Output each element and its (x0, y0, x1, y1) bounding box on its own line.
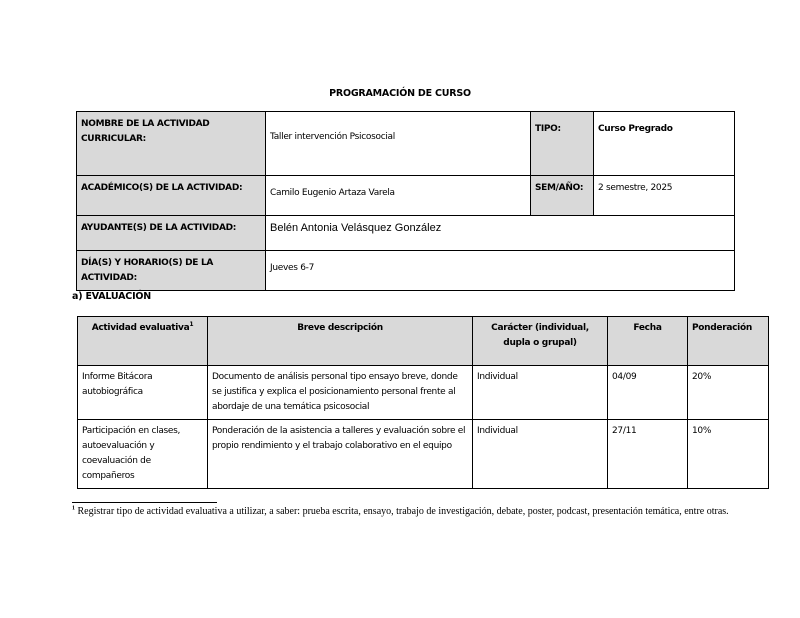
header-date: Fecha (608, 317, 688, 366)
evaluation-table (77, 316, 769, 489)
header-character: Carácter (individual, dupla o grupal) (473, 317, 608, 366)
character-cell: Individual (473, 420, 608, 489)
info-row-assistant (77, 216, 735, 251)
footnote (72, 506, 732, 519)
activity-name-label: NOMBRE DE LA ACTIVIDAD CURRICULAR: (77, 112, 266, 176)
section-heading-evaluation: a) EVALUACIÓN (72, 291, 152, 302)
evaluation-header-row (78, 317, 769, 366)
header-description: Breve descripción (208, 317, 473, 366)
header-activity-text: Actividad evaluativa (91, 323, 190, 333)
assistant-value: Belén Antonia Velásquez González (266, 216, 735, 251)
academic-value: Camilo Eugenio Artaza Varela (266, 176, 531, 216)
academic-label: ACADÉMICO(S) DE LA ACTIVIDAD: (77, 176, 266, 216)
description-cell: Documento de análisis personal tipo ensayo breve, donde se justifica y explica el posicionamiento personal frente al abordaje de una temática psicosocial (208, 366, 473, 420)
info-row-academic (77, 176, 735, 216)
semester-value: 2 semestre, 2025 (594, 176, 735, 216)
course-info-table (76, 111, 735, 291)
type-value: Curso Pregrado (594, 112, 735, 176)
footnote-text: Registrar tipo de actividad evaluativa a utilizar, a saber: prueba escrita, ensayo, trabajo de investigación, debate, poster, podcast, presentación temática, entre otras. (75, 506, 729, 517)
document-title: PROGRAMACIÓN DE CURSO (329, 88, 471, 99)
info-row-schedule (77, 251, 735, 291)
date-cell: 04/09 (608, 366, 688, 420)
weight-cell: 10% (688, 420, 769, 489)
header-weight: Ponderación (688, 317, 769, 366)
type-label: TIPO: (531, 112, 594, 176)
description-cell: Ponderación de la asistencia a talleres y evaluación sobre el propio rendimiento y el trabajo colaborativo en el equipo (208, 420, 473, 489)
character-cell: Individual (473, 366, 608, 420)
footnote-mark: 1 (189, 321, 194, 328)
weight-cell: 20% (688, 366, 769, 420)
activity-cell: Informe Bitácora autobiográfica (78, 366, 208, 420)
schedule-label: DÍA(S) Y HORARIO(S) DE LA ACTIVIDAD: (77, 251, 266, 291)
table-row (78, 420, 769, 489)
table-row (78, 366, 769, 420)
activity-name-value: Taller intervención Psicosocial (266, 112, 531, 176)
schedule-value: Jueves 6-7 (266, 251, 735, 291)
semester-label: SEM/AÑO: (531, 176, 594, 216)
header-activity (78, 317, 208, 366)
footnote-separator (72, 502, 217, 503)
info-row-activity-name (77, 112, 735, 176)
footnote-number: 1 (72, 505, 75, 512)
date-cell: 27/11 (608, 420, 688, 489)
assistant-label: AYUDANTE(S) DE LA ACTIVIDAD: (77, 216, 266, 251)
activity-cell: Participación en clases, autoevaluación y coevaluación de compañeros (78, 420, 208, 489)
